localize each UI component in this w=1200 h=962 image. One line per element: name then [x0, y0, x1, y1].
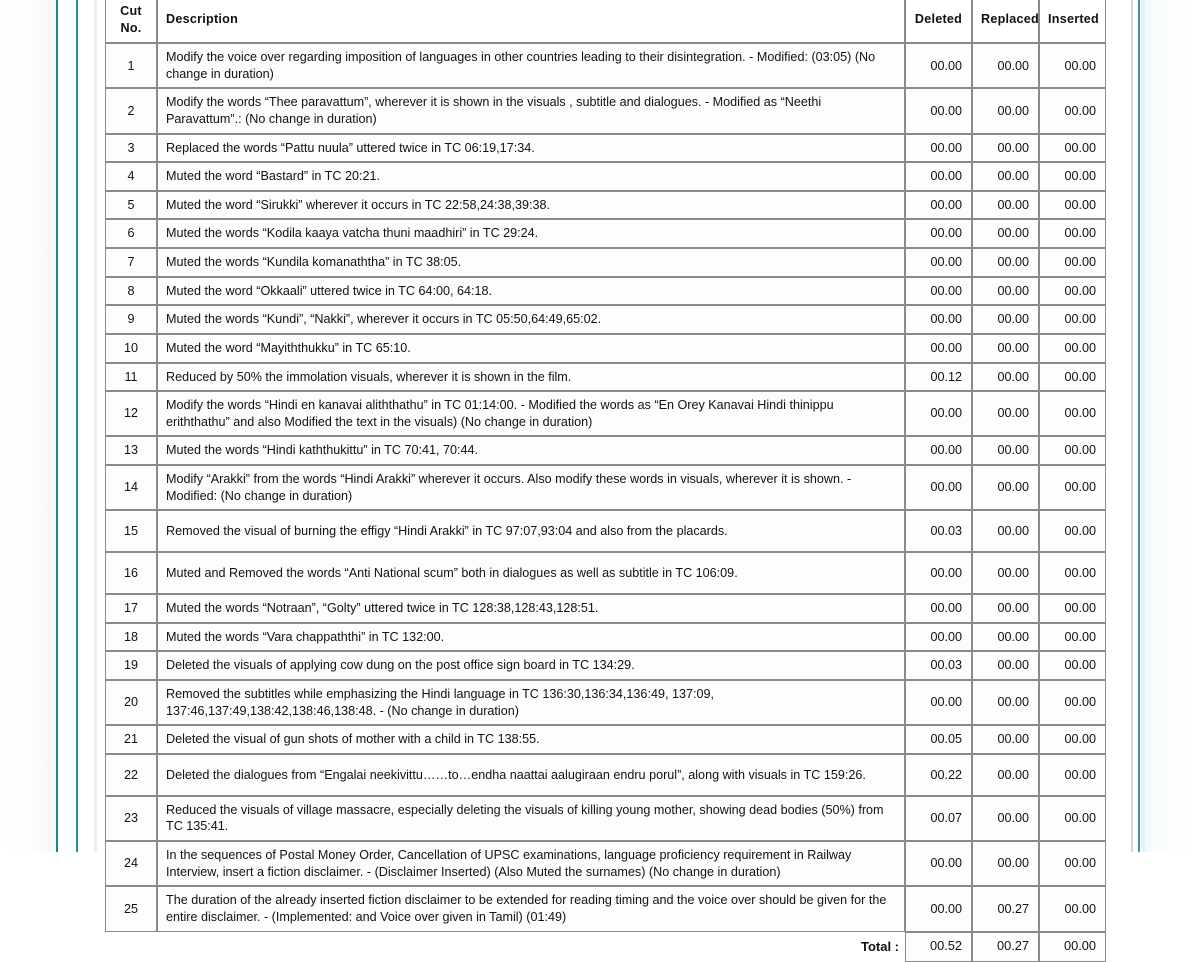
cell-deleted: 00.00 [905, 191, 972, 220]
cell-replaced: 00.00 [972, 680, 1039, 725]
cell-description: Removed the subtitles while emphasizing the Hindi language in TC 136:30,136:34,136:49, 137:09, 137:46,137:49,138:42,138:46,138:48. - (No change in duration) [157, 680, 905, 725]
column-header-cut-no-line1: Cut [120, 4, 142, 18]
table-row [105, 43, 1106, 88]
cell-deleted: 00.05 [905, 725, 972, 754]
cell-inserted: 00.00 [1039, 680, 1106, 725]
cell-cut-no: 8 [105, 277, 157, 306]
cuts-table [105, 0, 1106, 962]
table-row [105, 162, 1106, 191]
cell-inserted: 00.00 [1039, 334, 1106, 363]
cell-cut-no: 2 [105, 88, 157, 133]
cuts-table-container [105, 0, 1106, 962]
cell-inserted: 00.00 [1039, 754, 1106, 796]
cell-description: Modify the words “Hindi en kanavai aliththathu” in TC 01:14:00. - Modified the words as “En Orey Kanavai Hindi thinippu eriththathu” and also Modified the text in the visuals) (No change in duration) [157, 391, 905, 436]
cell-inserted: 00.00 [1039, 436, 1106, 465]
cell-inserted: 00.00 [1039, 162, 1106, 191]
cell-deleted: 00.00 [905, 334, 972, 363]
cell-replaced: 00.00 [972, 248, 1039, 277]
table-row [105, 363, 1106, 392]
total-inserted: 00.00 [1039, 932, 1106, 962]
cell-inserted: 00.00 [1039, 219, 1106, 248]
cell-description: Muted the words “Vara chappaththi” in TC 132:00. [157, 623, 905, 652]
cell-cut-no: 21 [105, 725, 157, 754]
table-row [105, 510, 1106, 552]
cell-description: Modify “Arakki” from the words “Hindi Arakki” wherever it occurs. Also modify these words in visuals, wherever it is shown. - Modified: (No change in duration) [157, 465, 905, 510]
cell-replaced: 00.00 [972, 651, 1039, 680]
cell-cut-no: 5 [105, 191, 157, 220]
table-body [105, 43, 1106, 931]
total-label: Total : [860, 938, 899, 954]
table-row [105, 841, 1106, 886]
cell-cut-no: 15 [105, 510, 157, 552]
cell-cut-no: 22 [105, 754, 157, 796]
table-row [105, 391, 1106, 436]
cell-deleted: 00.00 [905, 248, 972, 277]
cell-inserted: 00.00 [1039, 510, 1106, 552]
cell-replaced: 00.00 [972, 134, 1039, 163]
table-row [105, 248, 1106, 277]
cell-description: Reduced the visuals of village massacre, especially deleting the visuals of killing young mother, showing dead bodies (50%) from TC 135:41. [157, 796, 905, 841]
cell-description: In the sequences of Postal Money Order, Cancellation of UPSC examinations, language proficiency requirement in Railway Interview, insert a fiction disclaimer. - (Disclaimer Inserted) (Also Muted the surnames) (No change in duration) [157, 841, 905, 886]
cell-deleted: 00.00 [905, 623, 972, 652]
cell-deleted: 00.03 [905, 651, 972, 680]
cell-inserted: 00.00 [1039, 43, 1106, 88]
total-row [105, 932, 1106, 962]
cell-description: Modify the voice over regarding imposition of languages in other countries leading to their disintegration. - Modified: (03:05) (No change in duration) [157, 43, 905, 88]
cell-cut-no: 16 [105, 552, 157, 594]
cell-deleted: 00.12 [905, 363, 972, 392]
cell-deleted: 00.00 [905, 465, 972, 510]
cell-cut-no: 4 [105, 162, 157, 191]
cell-inserted: 00.00 [1039, 594, 1106, 623]
cell-cut-no: 11 [105, 363, 157, 392]
cell-description: Modify the words “Thee paravattum”, wherever it is shown in the visuals , subtitle and dialogues. - Modified as “Neethi Paravattum”.: (No change in duration) [157, 88, 905, 133]
cell-inserted: 00.00 [1039, 465, 1106, 510]
cell-deleted: 00.00 [905, 886, 972, 931]
cell-replaced: 00.00 [972, 594, 1039, 623]
cell-deleted: 00.03 [905, 510, 972, 552]
cell-inserted: 00.00 [1039, 277, 1106, 306]
column-header-inserted: Inserted [1039, 0, 1106, 43]
cell-inserted: 00.00 [1039, 623, 1106, 652]
column-header-description: Description [157, 0, 905, 43]
cell-deleted: 00.00 [905, 391, 972, 436]
cell-replaced: 00.00 [972, 305, 1039, 334]
table-row [105, 754, 1106, 796]
cell-inserted: 00.00 [1039, 363, 1106, 392]
table-row [105, 219, 1106, 248]
cell-description: The duration of the already inserted fiction disclaimer to be extended for reading timing and the voice over should be given for the entire disclaimer. - (Implemented: and Voice over given in Tamil) (01:49) [157, 886, 905, 931]
cell-description: Muted the word “Mayiththukku” in TC 65:10. [157, 334, 905, 363]
cell-inserted: 00.00 [1039, 725, 1106, 754]
cell-replaced: 00.00 [972, 436, 1039, 465]
cell-cut-no: 10 [105, 334, 157, 363]
cell-cut-no: 13 [105, 436, 157, 465]
cell-deleted: 00.00 [905, 680, 972, 725]
cell-cut-no: 24 [105, 841, 157, 886]
cell-replaced: 00.00 [972, 162, 1039, 191]
cell-replaced: 00.00 [972, 363, 1039, 392]
table-row [105, 651, 1106, 680]
cell-cut-no: 1 [105, 43, 157, 88]
cell-cut-no: 3 [105, 134, 157, 163]
cell-deleted: 00.00 [905, 594, 972, 623]
total-deleted: 00.52 [905, 932, 972, 962]
table-footer [105, 932, 1106, 962]
cell-description: Muted the word “Okkaali” uttered twice in TC 64:00, 64:18. [157, 277, 905, 306]
cell-cut-no: 25 [105, 886, 157, 931]
column-header-deleted: Deleted [905, 0, 972, 43]
cell-cut-no: 6 [105, 219, 157, 248]
cell-cut-no: 12 [105, 391, 157, 436]
table-header [105, 0, 1106, 43]
cell-deleted: 00.00 [905, 552, 972, 594]
cell-description: Muted the words “Kundi”, “Nakki”, wherever it occurs in TC 05:50,64:49,65:02. [157, 305, 905, 334]
table-row [105, 725, 1106, 754]
cell-replaced: 00.00 [972, 191, 1039, 220]
cell-cut-no: 19 [105, 651, 157, 680]
table-row [105, 552, 1106, 594]
page-right-margin [1145, 0, 1200, 852]
cell-description: Deleted the visuals of applying cow dung on the post office sign board in TC 134:29. [157, 651, 905, 680]
cell-inserted: 00.00 [1039, 552, 1106, 594]
cell-description: Deleted the dialogues from “Engalai neekivittu……to…endha naattai aalugiraan endru porul”, along with visuals in TC 159:26. [157, 754, 905, 796]
cell-cut-no: 9 [105, 305, 157, 334]
cell-description: Muted the word “Bastard” in TC 20:21. [157, 162, 905, 191]
cell-cut-no: 17 [105, 594, 157, 623]
table-row [105, 886, 1106, 931]
cell-replaced: 00.00 [972, 623, 1039, 652]
cell-deleted: 00.00 [905, 88, 972, 133]
cell-description: Muted the word “Sirukki” wherever it occurs in TC 22:58,24:38,39:38. [157, 191, 905, 220]
table-row [105, 680, 1106, 725]
total-spacer [105, 932, 157, 962]
total-replaced: 00.27 [972, 932, 1039, 962]
table-row [105, 134, 1106, 163]
cell-deleted: 00.00 [905, 841, 972, 886]
cell-replaced: 00.00 [972, 219, 1039, 248]
cell-inserted: 00.00 [1039, 88, 1106, 133]
cell-replaced: 00.00 [972, 43, 1039, 88]
cell-inserted: 00.00 [1039, 305, 1106, 334]
cell-replaced: 00.00 [972, 88, 1039, 133]
column-header-cut-no [105, 0, 157, 43]
cell-replaced: 00.00 [972, 334, 1039, 363]
table-row [105, 436, 1106, 465]
left-rule-inner [76, 0, 78, 852]
cell-inserted: 00.00 [1039, 134, 1106, 163]
cell-inserted: 00.00 [1039, 191, 1106, 220]
cell-replaced: 00.00 [972, 796, 1039, 841]
table-row [105, 623, 1106, 652]
cell-description: Reduced by 50% the immolation visuals, wherever it is shown in the film. [157, 363, 905, 392]
table-row [105, 594, 1106, 623]
cell-cut-no: 7 [105, 248, 157, 277]
table-row [105, 465, 1106, 510]
cell-description: Muted the words “Kodila kaaya vatcha thuni maadhiri” in TC 29:24. [157, 219, 905, 248]
cell-deleted: 00.00 [905, 436, 972, 465]
table-row [105, 191, 1106, 220]
cell-deleted: 00.00 [905, 43, 972, 88]
column-header-cut-no-line2: No. [120, 20, 142, 35]
cell-deleted: 00.22 [905, 754, 972, 796]
cell-deleted: 00.00 [905, 305, 972, 334]
cell-cut-no: 18 [105, 623, 157, 652]
cell-description: Muted and Removed the words “Anti National scum” both in dialogues as well as subtitle in TC 106:09. [157, 552, 905, 594]
cell-deleted: 00.00 [905, 219, 972, 248]
table-row [105, 277, 1106, 306]
cell-description: Muted the words “Notraan”, “Golty” uttered twice in TC 128:38,128:43,128:51. [157, 594, 905, 623]
cell-replaced: 00.00 [972, 754, 1039, 796]
right-rule-outer [1141, 0, 1145, 852]
cell-description: Muted the words “Kundila komanaththa” in TC 38:05. [157, 248, 905, 277]
cell-cut-no: 23 [105, 796, 157, 841]
cell-deleted: 00.00 [905, 134, 972, 163]
cell-description: Muted the words “Hindi kaththukittu” in TC 70:41, 70:44. [157, 436, 905, 465]
cell-replaced: 00.00 [972, 465, 1039, 510]
cell-replaced: 00.00 [972, 391, 1039, 436]
cell-deleted: 00.07 [905, 796, 972, 841]
table-row [105, 334, 1106, 363]
cell-deleted: 00.00 [905, 277, 972, 306]
cell-inserted: 00.00 [1039, 886, 1106, 931]
cell-inserted: 00.00 [1039, 248, 1106, 277]
cell-inserted: 00.00 [1039, 391, 1106, 436]
cell-replaced: 00.00 [972, 725, 1039, 754]
cell-deleted: 00.00 [905, 162, 972, 191]
cell-replaced: 00.00 [972, 841, 1039, 886]
cell-inserted: 00.00 [1039, 651, 1106, 680]
header-row [105, 0, 1106, 43]
cell-inserted: 00.00 [1039, 841, 1106, 886]
cell-description: Replaced the words “Pattu nuula” uttered twice in TC 06:19,17:34. [157, 134, 905, 163]
table-row [105, 88, 1106, 133]
cell-description: Deleted the visual of gun shots of mother with a child in TC 138:55. [157, 725, 905, 754]
page-left-margin [0, 0, 58, 852]
table-row [105, 305, 1106, 334]
cell-replaced: 00.00 [972, 510, 1039, 552]
cell-cut-no: 14 [105, 465, 157, 510]
cell-cut-no: 20 [105, 680, 157, 725]
left-rule-outer [56, 0, 58, 852]
cell-replaced: 00.00 [972, 552, 1039, 594]
right-rule-shadow [1131, 0, 1133, 852]
cell-replaced: 00.00 [972, 277, 1039, 306]
table-row [105, 796, 1106, 841]
column-header-replaced: Replaced [972, 0, 1039, 43]
cell-inserted: 00.00 [1039, 796, 1106, 841]
cell-replaced: 00.27 [972, 886, 1039, 931]
left-rule-shadow [94, 0, 97, 852]
right-rule-inner [1138, 0, 1140, 852]
cell-description: Removed the visual of burning the effigy “Hindi Arakki” in TC 97:07,93:04 and also from the placards. [157, 510, 905, 552]
